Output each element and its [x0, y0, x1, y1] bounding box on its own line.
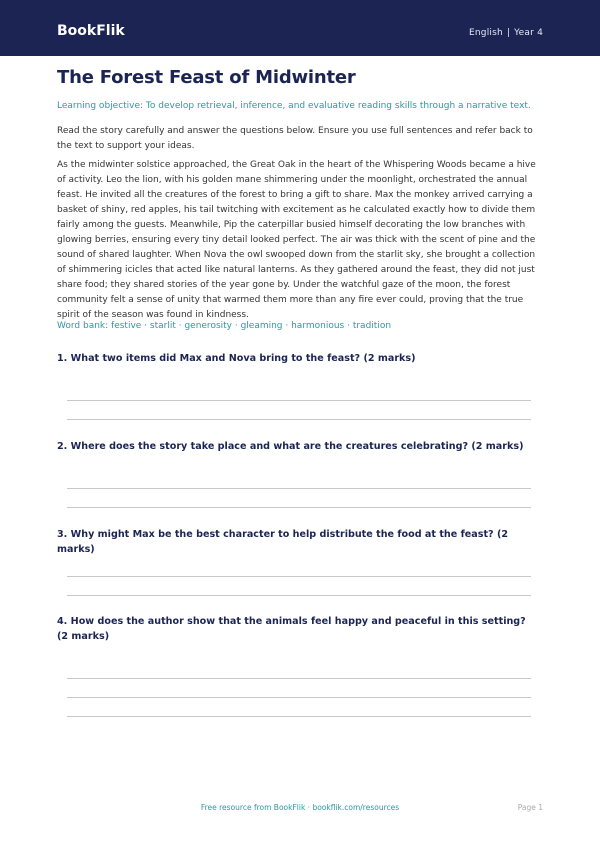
- answer-line[interactable]: [67, 595, 531, 596]
- instructions-paragraph: Read the story carefully and answer the questions below. Ensure you use full sentences and refer back to the text to support your ideas.: [57, 126, 533, 151]
- answer-line[interactable]: [67, 400, 531, 401]
- subject-year-label: [469, 28, 543, 38]
- subject-label: English: [469, 28, 503, 38]
- question-2: 2. Where does the story take place and what are the creatures celebrating? (2 marks): [57, 441, 524, 452]
- meta-separator: |: [506, 28, 511, 38]
- learning-objective: Learning objective: To develop retrieval, inference, and evaluative reading skills through a narrative text.: [57, 101, 531, 111]
- page-number: Page 1: [517, 803, 543, 812]
- year-label: Year 4: [514, 28, 543, 38]
- answer-line[interactable]: [67, 419, 531, 420]
- question-1: 1. What two items did Max and Nova bring to the feast? (2 marks): [57, 353, 416, 364]
- story-text: As the midwinter solstice approached, the Great Oak in the heart of the Whispering Woods became a hive of activity. Leo the lion, with his golden mane shimmering under the moonlight, orchestrated the annual feast. He invited all the creatures of the forest to bring a gift to share. Max the monkey arrived carrying a basket of shiny, red apples, his tail twitching with excitement as he calculated exactly how to divide them fairly among the guests. Meanwhile, Pip the caterpillar busied himself decorating the low branches with glowing berries, ensuring every tiny detail looked perfect. The air was thick with the scent of pine and the sound of shared laughter. When Nova the owl swooped down from the starlit sky, she brought a collection of shimmering icicles that acted like natural lanterns. As they gathered around the feast, they did not just share food; they shared stories of the year gone by. Under the watchful gaze of the moon, the forest community felt a sense of unity that warmed them more than any fire ever could, proving that the true spirit of the season was found in kindness.: [57, 160, 536, 321]
- question-4: 4. How does the author show that the animals feel happy and peaceful in this setting? (2 marks): [57, 616, 526, 642]
- answer-line[interactable]: [67, 697, 531, 698]
- word-bank: Word bank: festive · starlit · generosity · gleaming · harmonious · tradition: [57, 321, 392, 331]
- answer-line[interactable]: [67, 576, 531, 577]
- brand-logo: BookFlik: [57, 23, 125, 39]
- page-header: [0, 0, 600, 56]
- footer-resource-link[interactable]: Free resource from BookFlik · bookflik.com/resources: [200, 803, 400, 812]
- worksheet-title: The Forest Feast of Midwinter: [57, 67, 356, 88]
- answer-line[interactable]: [67, 716, 531, 717]
- answer-line[interactable]: [67, 488, 531, 489]
- question-3: 3. Why might Max be the best character to help distribute the food at the feast? (2 marks): [57, 529, 509, 555]
- answer-line[interactable]: [67, 507, 531, 508]
- answer-line[interactable]: [67, 678, 531, 679]
